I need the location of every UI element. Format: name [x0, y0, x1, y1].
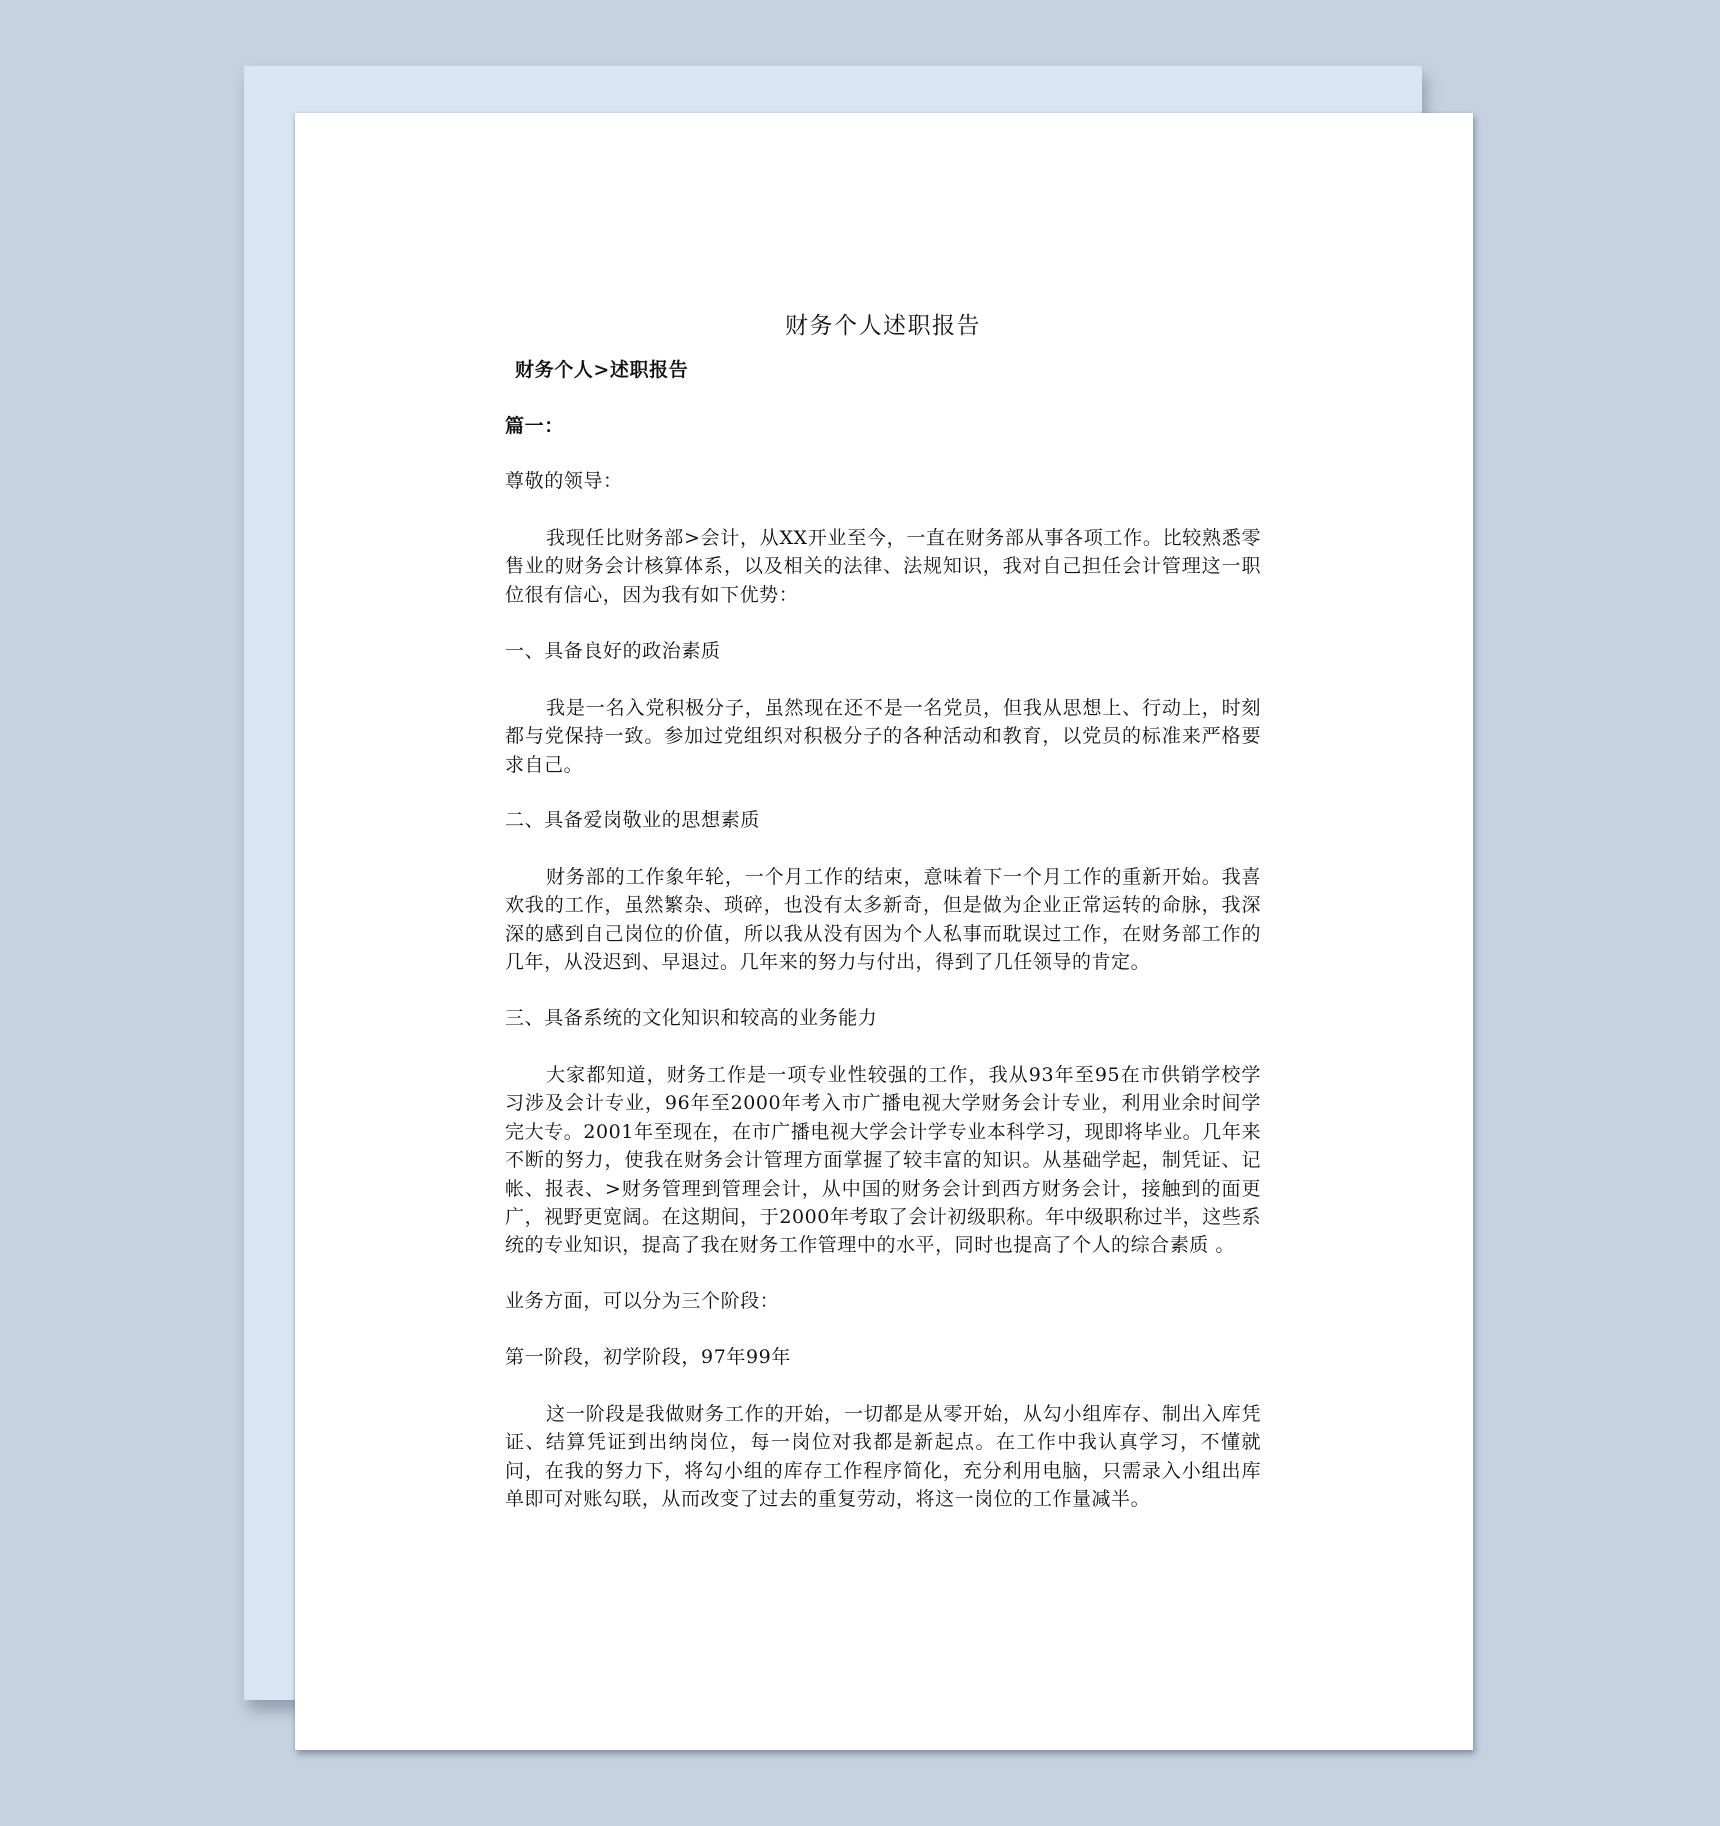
heading-dedication: 二、具备爱岗敬业的思想素质: [505, 809, 760, 831]
heading-political: 一、具备良好的政治素质: [505, 640, 721, 662]
paragraph-intro: [464, 524, 1261, 609]
paragraph-dedication: [464, 863, 1261, 977]
stage-one-heading: 第一阶段，初学阶段，97年99年: [505, 1346, 791, 1368]
paragraph-text: 这一阶段是我做财务工作的开始，一切都是从零开始，从勾小组库存、制出入库凭证、结算凭证到出纳岗位，每一岗位对我都是新起点。在工作中我认真学习，不懂就问，在我的努力下，将勾小组的库存工作程序简化，充分利用电脑，只需录入小组出库单即可对账勾联，从而改变了过去的重复劳动，将这一岗位的工作量减半。: [505, 1403, 1261, 1511]
salutation: 尊敬的领导：: [505, 470, 623, 492]
paragraph-text: 我现任比财务部>会计，从XX开业至今，一直在财务部从事各项工作。比较熟悉零售业的财务会计核算体系，以及相关的法律、法规知识，我对自己担任会计管理这一职位很有信心，因为我有如下优势：: [505, 527, 1261, 606]
paragraph-text: 大家都知道，财务工作是一项专业性较强的工作，我从93年至95在市供销学校学习涉及会计专业，96年至2000年考入市广播电视大学财务会计专业，利用业余时间学完大专。2001年至现在，在市广播电视大学会计学专业本科学习，现即将毕业。几年来不断的努力，使我在财务会计管理方面掌握了较丰富的知识。从基础学起，制凭证、记帐、报表、>财务管理到管理会计，从中国的财务会计到西方财务会计，接触到的面更广，视野更宽阔。在这期间，于2000年考取了会计初级职称。年中级职称过半，这些系统的专业知识，提高了我在财务工作管理中的水平，同时也提高了个人的综合素质 。: [505, 1064, 1261, 1257]
business-intro: 业务方面，可以分为三个阶段：: [505, 1290, 780, 1312]
document-page: [295, 113, 1473, 1750]
section-label: 篇一：: [505, 415, 564, 437]
paragraph-knowledge: [464, 1061, 1261, 1260]
paragraph-text: 我是一名入党积极分子，虽然现在还不是一名党员，但我从思想上、行动上，时刻都与党保持一致。参加过党组织对积极分子的各种活动和教育，以党员的标准来严格要求自己。: [505, 697, 1261, 776]
document-subtitle: 财务个人>述职报告: [515, 359, 689, 381]
document-title: 财务个人述职报告: [785, 313, 981, 339]
paragraph-stage-one: [464, 1400, 1261, 1514]
paragraph-political: [464, 694, 1261, 779]
paragraph-text: 财务部的工作象年轮，一个月工作的结束，意味着下一个月工作的重新开始。我喜欢我的工作，虽然繁杂、琐碎，也没有太多新奇，但是做为企业正常运转的命脉，我深深的感到自己岗位的价值，所以我从没有因为个人私事而耽误过工作，在财务部工作的几年，从没迟到、早退过。几年来的努力与付出，得到了几任领导的肯定。: [505, 866, 1261, 974]
heading-knowledge: 三、具备系统的文化知识和较高的业务能力: [505, 1007, 878, 1029]
